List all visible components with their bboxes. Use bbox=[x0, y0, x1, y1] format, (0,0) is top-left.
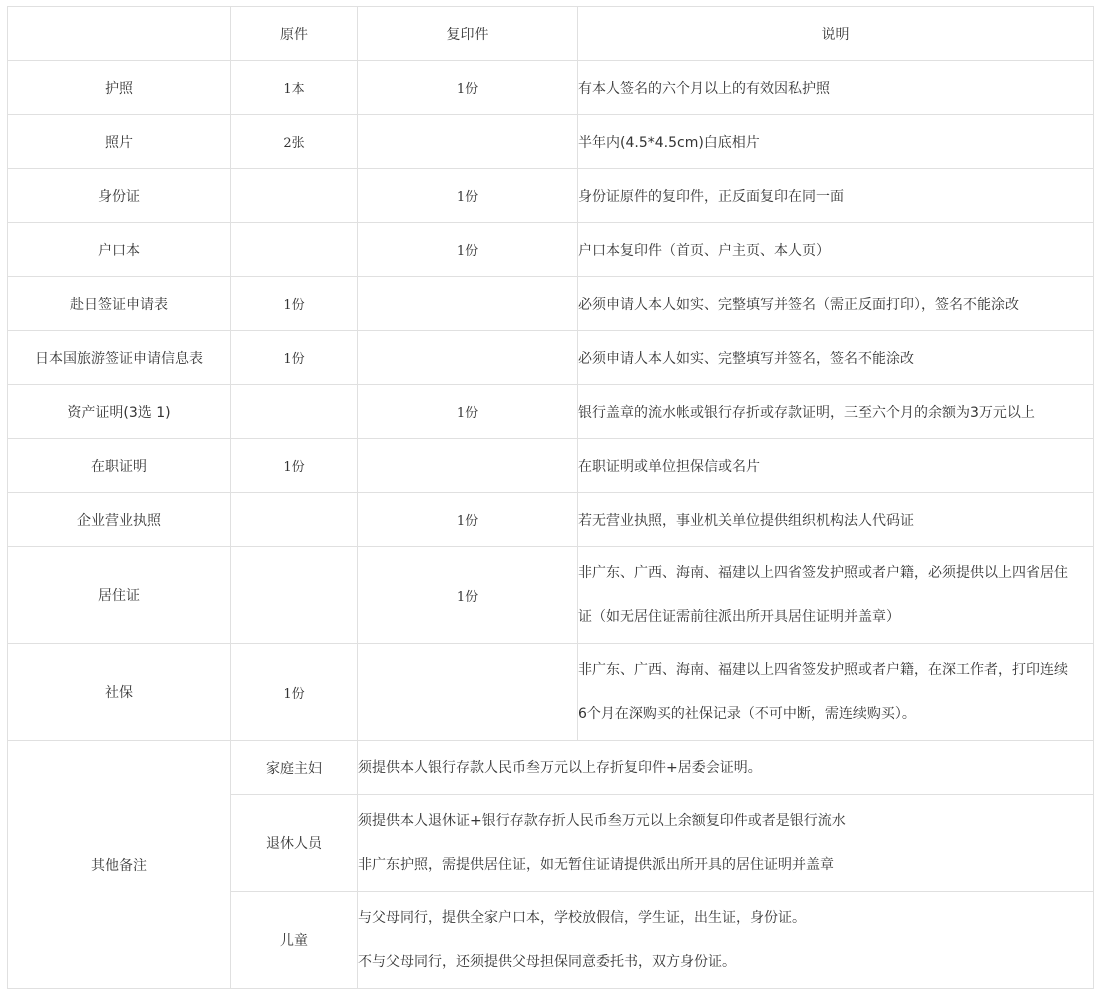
notes-category-cell: 家庭主妇 bbox=[231, 741, 358, 795]
notes-text-cell bbox=[358, 795, 1094, 892]
item-cell: 资产证明(3选 1) bbox=[8, 385, 231, 439]
table-row bbox=[8, 169, 1094, 223]
desc-cell: 身份证原件的复印件，正反面复印在同一面 bbox=[578, 169, 1094, 223]
header-cell-desc: 说明 bbox=[578, 7, 1094, 61]
notes-line: 与父母同行，提供全家户口本，学校放假信，学生证，出生证，身份证。 bbox=[358, 910, 806, 926]
desc-line: 6个月在深购买的社保记录（不可中断，需连续购买）。 bbox=[578, 706, 916, 722]
item-cell: 照片 bbox=[8, 115, 231, 169]
item-cell: 企业营业执照 bbox=[8, 493, 231, 547]
item-cell: 在职证明 bbox=[8, 439, 231, 493]
header-cell-blank bbox=[8, 7, 231, 61]
copy-cell bbox=[358, 277, 578, 331]
desc-cell: 户口本复印件（首页、户主页、本人页） bbox=[578, 223, 1094, 277]
original-cell bbox=[231, 169, 358, 223]
copy-cell: 1份 bbox=[358, 169, 578, 223]
table-row bbox=[8, 115, 1094, 169]
notes-text-cell bbox=[358, 741, 1094, 795]
copy-cell: 1份 bbox=[358, 223, 578, 277]
original-cell: 1份 bbox=[231, 439, 358, 493]
table-row bbox=[8, 331, 1094, 385]
desc-cell: 有本人签名的六个月以上的有效因私护照 bbox=[578, 61, 1094, 115]
table-row bbox=[8, 61, 1094, 115]
notes-line: 须提供本人退休证+银行存款存折人民币叁万元以上余额复印件或者是银行流水 bbox=[358, 813, 846, 829]
table-row bbox=[8, 644, 1094, 741]
desc-cell bbox=[578, 644, 1094, 741]
copy-cell bbox=[358, 644, 578, 741]
notes-line: 须提供本人银行存款人民币叁万元以上存折复印件+居委会证明。 bbox=[358, 759, 762, 776]
table-row bbox=[8, 385, 1094, 439]
item-cell: 户口本 bbox=[8, 223, 231, 277]
original-cell: 1本 bbox=[231, 61, 358, 115]
desc-cell: 必须申请人本人如实、完整填写并签名，签名不能涂改 bbox=[578, 331, 1094, 385]
copy-cell: 1份 bbox=[358, 493, 578, 547]
notes-row bbox=[8, 741, 1094, 795]
table-row bbox=[8, 277, 1094, 331]
original-cell: 1份 bbox=[231, 277, 358, 331]
copy-cell bbox=[358, 331, 578, 385]
header-cell-copy: 复印件 bbox=[358, 7, 578, 61]
desc-cell: 若无营业执照，事业机关单位提供组织机构法人代码证 bbox=[578, 493, 1094, 547]
table-row bbox=[8, 547, 1094, 644]
header-row bbox=[8, 7, 1094, 61]
desc-cell: 必须申请人本人如实、完整填写并签名（需正反面打印），签名不能涂改 bbox=[578, 277, 1094, 331]
copy-cell bbox=[358, 439, 578, 493]
original-cell: 1份 bbox=[231, 644, 358, 741]
notes-text-cell bbox=[358, 892, 1094, 989]
notes-line: 非广东护照，需提供居住证，如无暂住证请提供派出所开具的居住证明并盖章 bbox=[358, 857, 834, 873]
item-cell: 赴日签证申请表 bbox=[8, 277, 231, 331]
original-cell bbox=[231, 547, 358, 644]
copy-cell: 1份 bbox=[358, 61, 578, 115]
original-cell: 2张 bbox=[231, 115, 358, 169]
table-row bbox=[8, 223, 1094, 277]
desc-cell: 半年内(4.5*4.5cm)白底相片 bbox=[578, 115, 1094, 169]
desc-line: 非广东、广西、海南、福建以上四省签发护照或者户籍，必须提供以上四省居住 bbox=[578, 565, 1068, 581]
item-cell: 社保 bbox=[8, 644, 231, 741]
item-cell: 居住证 bbox=[8, 547, 231, 644]
copy-cell: 1份 bbox=[358, 385, 578, 439]
desc-cell bbox=[578, 547, 1094, 644]
table-row bbox=[8, 493, 1094, 547]
desc-cell: 银行盖章的流水帐或银行存折或存款证明，三至六个月的余额为3万元以上 bbox=[578, 385, 1094, 439]
visa-documents-table bbox=[7, 6, 1094, 989]
table-row bbox=[8, 439, 1094, 493]
item-cell: 护照 bbox=[8, 61, 231, 115]
desc-cell: 在职证明或单位担保信或名片 bbox=[578, 439, 1094, 493]
desc-line: 非广东、广西、海南、福建以上四省签发护照或者户籍，在深工作者，打印连续 bbox=[578, 662, 1068, 678]
copy-cell: 1份 bbox=[358, 547, 578, 644]
item-cell: 身份证 bbox=[8, 169, 231, 223]
notes-label-cell: 其他备注 bbox=[8, 741, 231, 989]
copy-cell bbox=[358, 115, 578, 169]
original-cell: 1份 bbox=[231, 331, 358, 385]
notes-category-cell: 儿童 bbox=[231, 892, 358, 989]
notes-line: 不与父母同行，还须提供父母担保同意委托书，双方身份证。 bbox=[358, 954, 736, 970]
item-cell: 日本国旅游签证申请信息表 bbox=[8, 331, 231, 385]
original-cell bbox=[231, 223, 358, 277]
original-cell bbox=[231, 385, 358, 439]
header-cell-original: 原件 bbox=[231, 7, 358, 61]
notes-category-cell: 退休人员 bbox=[231, 795, 358, 892]
desc-line: 证（如无居住证需前往派出所开具居住证明并盖章） bbox=[578, 609, 900, 625]
original-cell bbox=[231, 493, 358, 547]
